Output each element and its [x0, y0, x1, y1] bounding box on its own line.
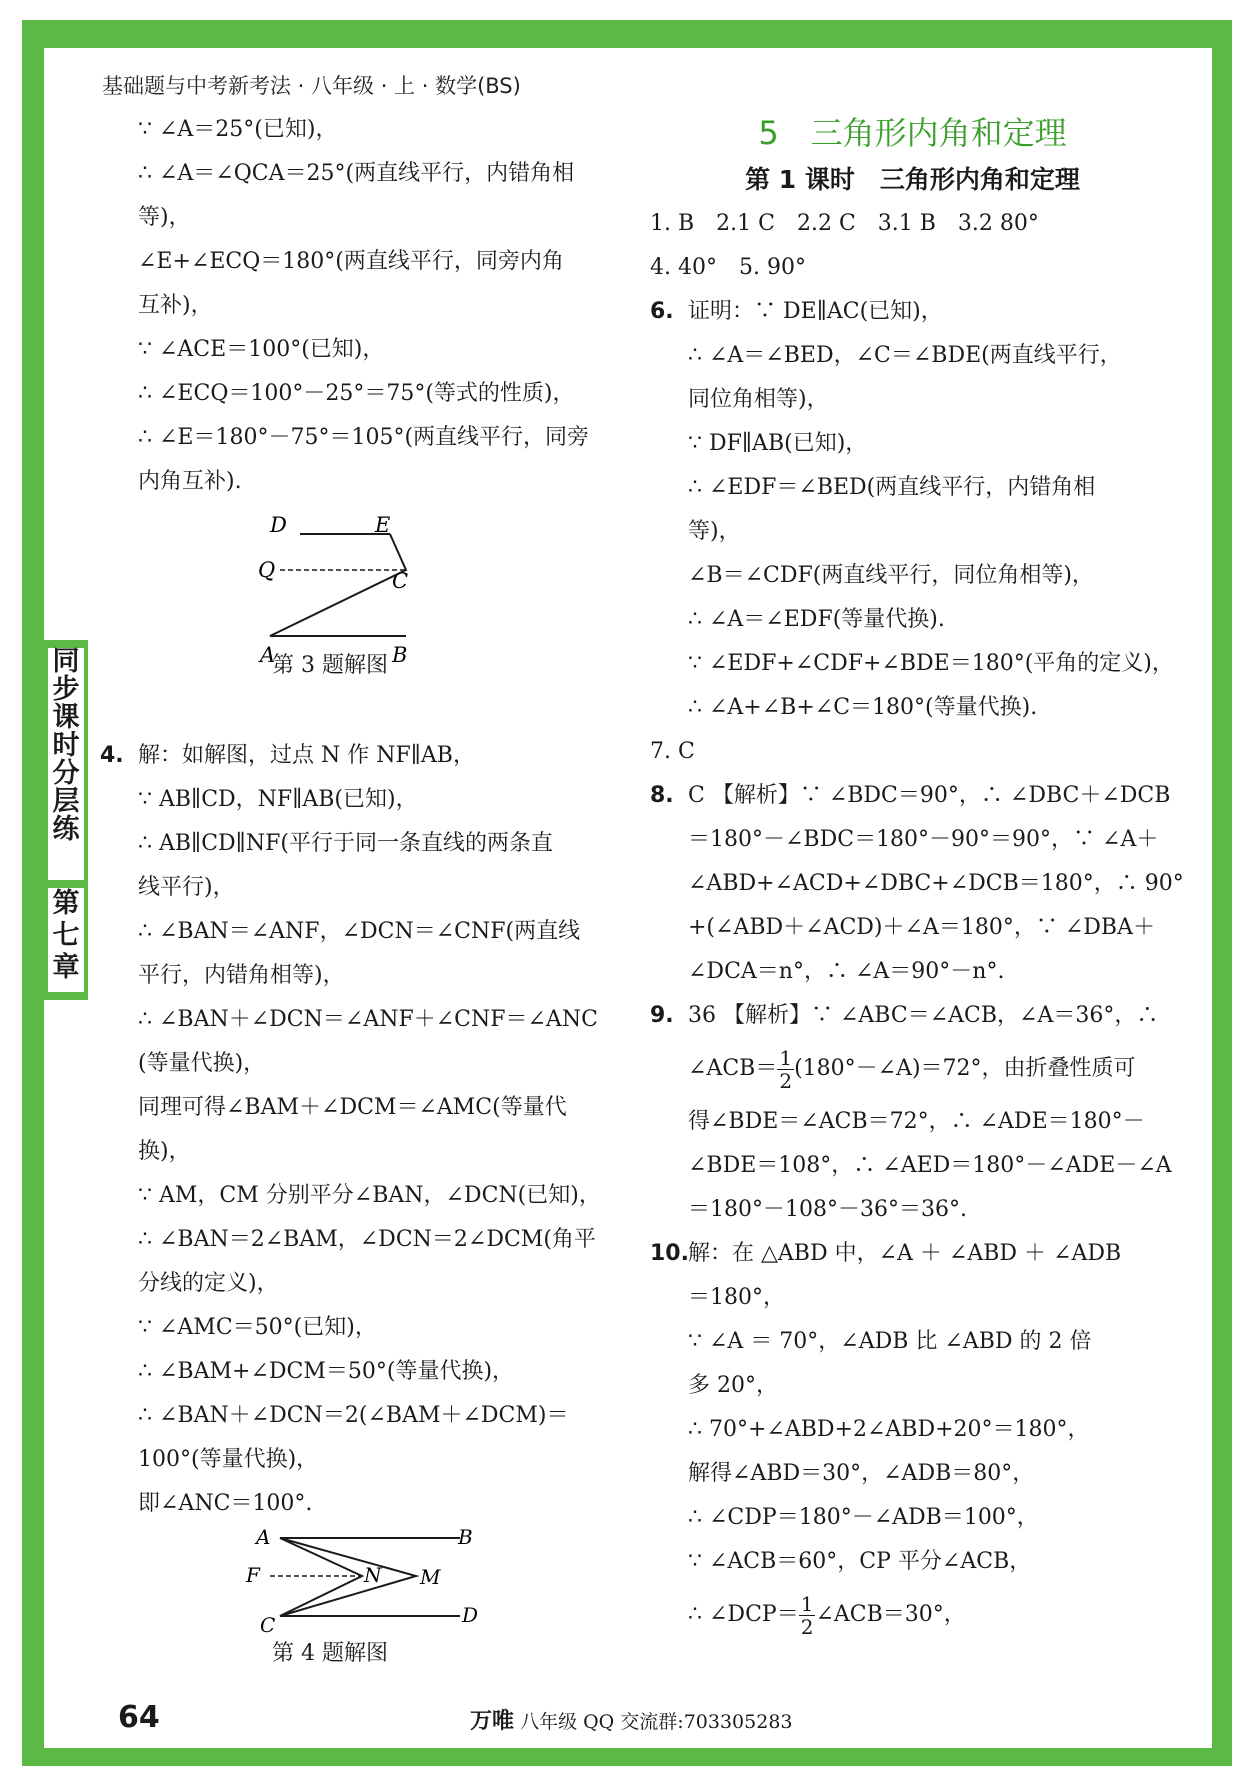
label-D: D	[270, 513, 287, 537]
page-header: 基础题与中考新考法 · 八年级 · 上 · 数学(BS)	[102, 74, 521, 98]
text-line: ∴ ∠BAN＋∠DCN＝2(∠BAM＋∠DCM)＝	[138, 1403, 569, 1428]
label-B: B	[392, 643, 408, 667]
left-column	[100, 108, 625, 1676]
question-number: 9.	[650, 1003, 674, 1028]
text-line: ∠DCA＝n°，∴ ∠A＝90°－n°.	[688, 959, 1005, 984]
text-line: 解得∠ABD＝30°，∠ADB＝80°，	[688, 1461, 1035, 1486]
text-line: ∴ ∠ECQ＝100°－25°＝75°(等式的性质)，	[138, 381, 575, 406]
fraction-denominator: 2	[800, 1614, 814, 1639]
text-line: ＝180°，	[688, 1285, 785, 1310]
text-line: ∴ ∠EDF＝∠BED(两直线平行，内错角相	[688, 475, 1096, 500]
page-frame-right	[1212, 20, 1232, 1765]
question-number: 8.	[650, 783, 674, 808]
answer-line: 4. 40° 5. 90°	[650, 255, 806, 280]
figure-3-caption: 第 3 题解图	[272, 653, 388, 678]
text-line: ∴ 70°+∠ABD+2∠ABD+20°＝180°，	[688, 1417, 1090, 1442]
text-line: ＝180°－108°－36°＝36°.	[688, 1197, 967, 1222]
fraction-numerator: 1	[779, 1045, 793, 1070]
text-line: ∵ ∠ACE＝100°(已知)，	[138, 337, 385, 362]
footer	[470, 1704, 793, 1735]
text-line: ∴ ∠BAN＋∠DCN＝∠ANF＋∠CNF＝∠ANC	[138, 1007, 598, 1032]
fraction-line	[688, 1584, 1175, 1646]
text-line: (等量代换)，	[138, 1051, 266, 1076]
footer-brand: 万唯	[470, 1709, 515, 1734]
text-line: ∴ ∠E＝180°－75°＝105°(两直线平行，同旁	[138, 425, 590, 450]
page-frame-bottom	[22, 1748, 1232, 1766]
question-4	[100, 734, 625, 1526]
label-A: A	[256, 1526, 271, 1549]
side-tab-chapter: 第七章	[48, 888, 84, 992]
question-10	[650, 1232, 1175, 1646]
label-D: D	[462, 1603, 479, 1627]
text-line: ∵ AB∥CD，NF∥AB(已知)，	[138, 787, 418, 812]
figure-4-caption: 第 4 题解图	[272, 1641, 388, 1666]
question-number: 10.	[650, 1241, 689, 1266]
question-9	[650, 994, 1175, 1232]
text-line: ∠E+∠ECQ＝180°(两直线平行，同旁内角	[138, 249, 564, 274]
text-line: ∴ AB∥CD∥NF(平行于同一条直线的两条直	[138, 831, 553, 856]
text-line: ＝180°－∠BDC＝180°－90°＝90°，∵ ∠A＋	[688, 827, 1159, 852]
text-line: ∵ ∠A ＝ 70°，∠ADB 比 ∠ABD 的 2 倍	[688, 1329, 1092, 1354]
text-line: ∵ ∠A＝25°(已知)，	[138, 117, 338, 142]
text-line: ∠ABD+∠ACD+∠DBC+∠DCB＝180°，∴ 90°	[688, 871, 1184, 896]
fraction-denominator: 2	[779, 1068, 793, 1093]
text-span: ∠ACB＝30°，	[815, 1602, 966, 1627]
fraction-numerator: 1	[800, 1591, 814, 1616]
page-frame-top	[22, 20, 1232, 48]
text-line: 分线的定义)，	[138, 1271, 279, 1296]
label-C: C	[260, 1613, 276, 1636]
text-line: +(∠ABD＋∠ACD)＋∠A＝180°，∵ ∠DBA＋	[688, 915, 1155, 940]
question-6	[650, 290, 1175, 730]
text-line: 互补)，	[138, 293, 213, 318]
figure-3	[100, 504, 625, 734]
lesson-title: 第 1 课时 三角形内角和定理	[745, 165, 1080, 194]
text-line: ∵ AM，CM 分别平分∠BAN，∠DCN(已知)，	[138, 1183, 601, 1208]
answer-line: 1. B 2.1 C 2.2 C 3.1 B 3.2 80°	[650, 211, 1039, 236]
label-B: B	[458, 1526, 473, 1549]
label-F: F	[246, 1563, 260, 1587]
text-line: 换)，	[138, 1139, 191, 1164]
label-N: N	[364, 1563, 382, 1587]
text-line: 即∠ANC＝100°.	[138, 1491, 313, 1516]
text-line: ∴ ∠A＝∠QCA＝25°(两直线平行，内错角相	[138, 161, 575, 186]
text-line: C 【解析】∵ ∠BDC＝90°，∴ ∠DBC＋∠DCB	[688, 783, 1171, 808]
text-line: ∠BDE＝108°，∴ ∠AED＝180°－∠ADE－∠A	[688, 1153, 1172, 1178]
text-line: 多 20°，	[688, 1373, 778, 1398]
text-line: ∠B＝∠CDF(两直线平行，同位角相等)，	[688, 563, 1094, 588]
text-line: 100°(等量代换)，	[138, 1447, 319, 1472]
text-line: 平行，内错角相等)，	[138, 963, 345, 988]
text-line: 证明：∵ DE∥AC(已知)，	[688, 299, 943, 324]
fraction	[799, 1593, 816, 1638]
text-line: 内角互补).	[138, 469, 242, 494]
figure-4-diagram	[100, 1526, 625, 1636]
polyline-AMC	[280, 1538, 416, 1616]
text-line: ∴ ∠BAN＝2∠BAM，∠DCN＝2∠DCM(角平	[138, 1227, 596, 1252]
label-C: C	[392, 569, 409, 593]
text-span: ∠ACB＝	[688, 1056, 778, 1081]
text-line: 得∠BDE＝∠ACB＝72°，∴ ∠ADE＝180°－	[688, 1109, 1145, 1134]
fraction-line	[688, 1038, 1175, 1100]
section-title: 5 三角形内角和定理	[758, 114, 1067, 152]
text-line: 同理可得∠BAM＋∠DCM＝∠AMC(等量代	[138, 1095, 567, 1120]
text-line: ∴ ∠A＝∠EDF(等量代换).	[688, 607, 945, 632]
text-line: 同位角相等)，	[688, 387, 829, 412]
text-line: ∵ DF∥AB(已知)，	[688, 431, 868, 456]
footer-text: 八年级 QQ 交流群:703305283	[520, 1711, 793, 1733]
text-line: ∴ ∠CDP＝180°－∠ADB＝100°，	[688, 1505, 1039, 1530]
label-A: A	[260, 643, 276, 667]
text-line: ∵ ∠ACB＝60°，CP 平分∠ACB，	[688, 1549, 1032, 1574]
fraction	[777, 1047, 794, 1092]
question-8	[650, 774, 1184, 994]
side-tab	[44, 640, 88, 1000]
right-column	[650, 108, 1184, 1646]
text-line: ∴ ∠A＝∠BED，∠C＝∠BDE(两直线平行，	[688, 343, 1122, 368]
side-tab-series: 同步课时分层练	[48, 648, 84, 880]
text-line: 等)，	[688, 519, 741, 544]
text-line: ∴ ∠BAM+∠DCM＝50°(等量代换)，	[138, 1359, 515, 1384]
page-frame-left	[22, 20, 44, 1765]
text-line: ∴ ∠A+∠B+∠C＝180°(等量代换).	[688, 695, 1038, 720]
text-line: 解：在 △ABD 中，∠A ＋ ∠ABD ＋ ∠ADB	[688, 1241, 1122, 1266]
text-line: ∵ ∠AMC＝50°(已知)，	[138, 1315, 377, 1340]
text-line: 线平行)，	[138, 875, 235, 900]
label-M: M	[420, 1565, 441, 1589]
polyline-ECAB	[270, 534, 409, 636]
text-line: 解：如解图，过点 N 作 NF∥AB，	[138, 743, 475, 768]
page-number: 64	[118, 1700, 160, 1735]
text-line: ∴ ∠BAN＝∠ANF，∠DCN＝∠CNF(两直线	[138, 919, 581, 944]
text-line: 36 【解析】∵ ∠ABC＝∠ACB，∠A＝36°，∴	[688, 1003, 1159, 1028]
figure-4	[100, 1526, 625, 1676]
text-line: 等)，	[138, 205, 191, 230]
question-number: 4.	[100, 743, 124, 768]
text-span: (180°－∠A)＝72°，由折叠性质可	[794, 1056, 1136, 1081]
text-span: ∴ ∠DCP＝	[688, 1602, 799, 1627]
text-line: ∵ ∠EDF+∠CDF+∠BDE＝180°(平角的定义)，	[688, 651, 1174, 676]
question-number: 6.	[650, 299, 674, 324]
label-Q: Q	[258, 558, 276, 582]
label-E: E	[375, 513, 391, 537]
answer-line: 7. C	[650, 739, 695, 764]
